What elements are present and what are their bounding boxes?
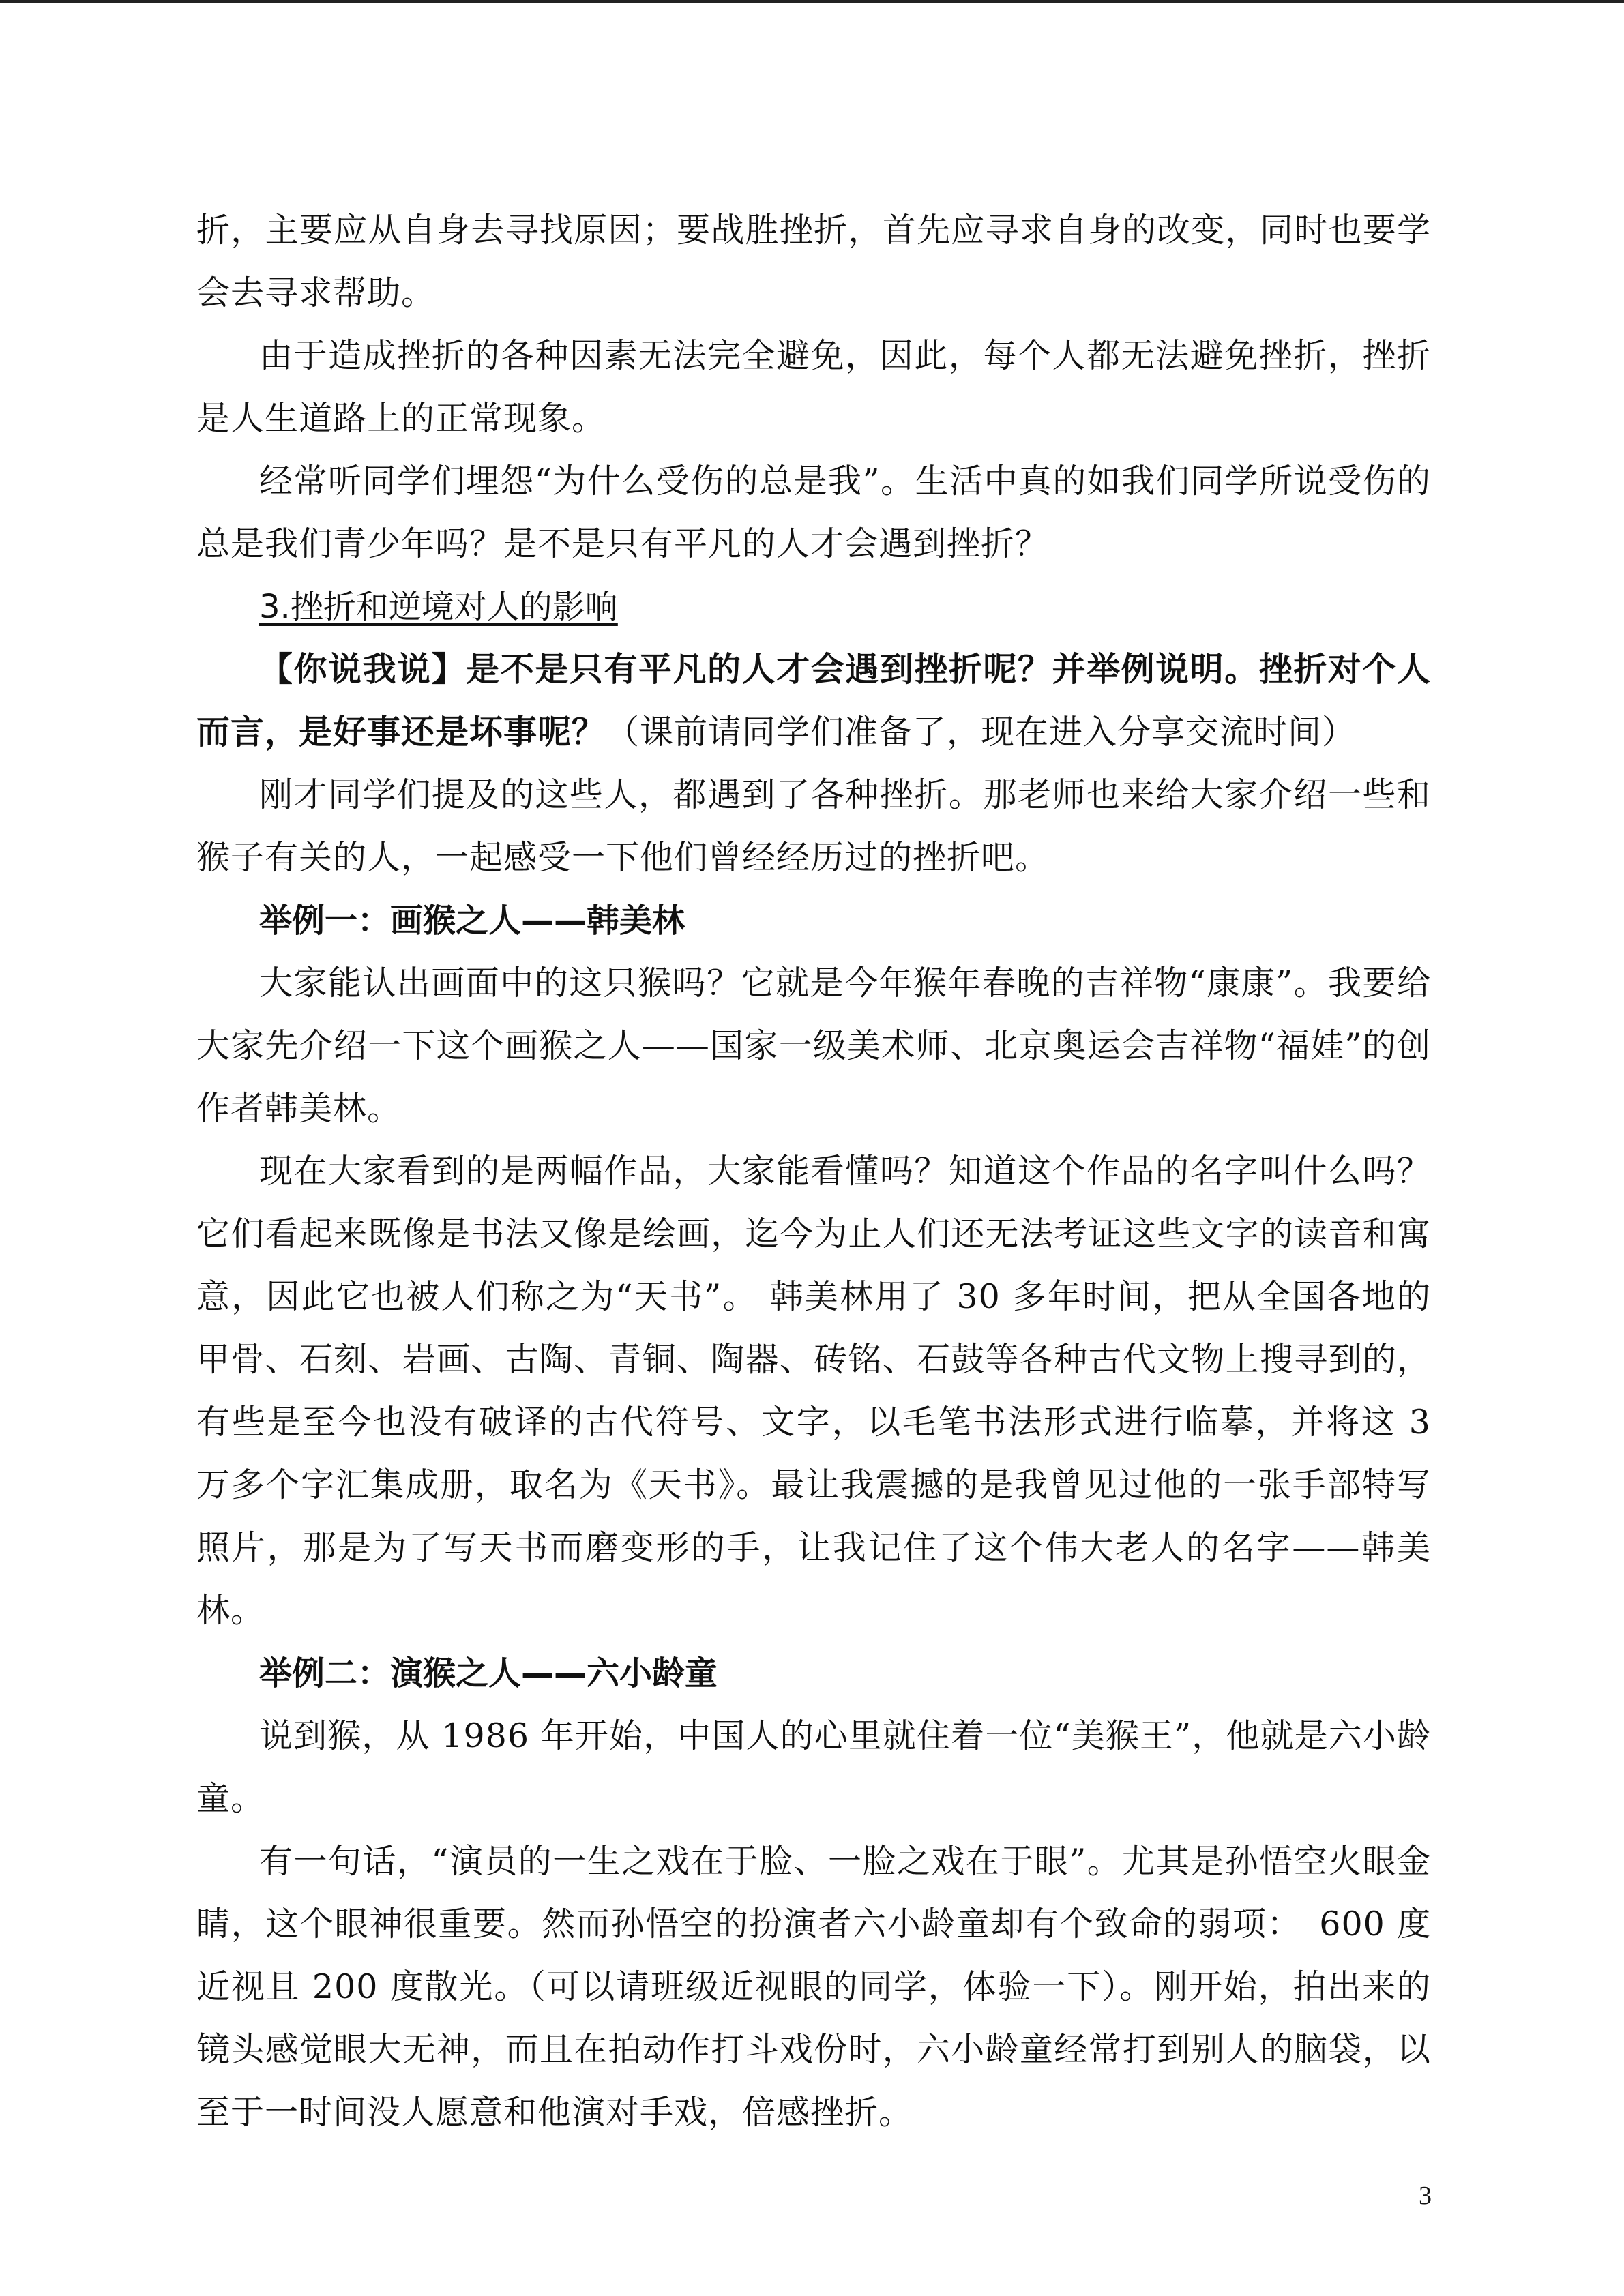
section-heading-3-text: 3.挫折和逆境对人的影响 <box>259 588 618 626</box>
page-number: 3 <box>1419 2181 1432 2210</box>
discussion-note: （课前请同学们准备了，现在进入分享交流时间） <box>606 713 1357 751</box>
top-border-line <box>0 0 1624 3</box>
section-heading-3 <box>196 576 1431 638</box>
paragraph-5: 刚才同学们提及的这些人，都遇到了各种挫折。那老师也来给大家介绍一些和猴子有关的人，一起感受一下他们曾经经历过的挫折吧。 <box>196 775 1431 877</box>
paragraph-7: 现在大家看到的是两幅作品，大家能看懂吗？知道这个作品的名字叫什么吗？它们看起来既像是书法又像是绘画，迄今为止人们还无法考证这些文字的读音和寓意，因此它也被人们称之为“天书”。 韩美林用了 30 多年时间，把从全国各地的甲骨、石刻、岩画、古陶、青铜、陶器、砖铭、石鼓等各种古代文物上搜寻到的，有些是至今也没有破译的古代符号、文字，以毛笔书法形式进行临摹，并将这 3 万多个字汇集成册，取名为《天书》。最让我震撼的是我曾见过他的一张手部特写照片，那是为了写天书而磨变形的手，让我记住了这个伟大老人的名字——韩美林。 <box>196 1152 1431 1630</box>
paragraph-discussion <box>196 638 1431 764</box>
paragraph-3: 经常听同学们埋怨“为什么受伤的总是我”。生活中真的如我们同学所说受伤的总是我们青少年吗？是不是只有平凡的人才会遇到挫折？ <box>196 462 1431 563</box>
document-body <box>196 199 1431 2144</box>
paragraph-8: 说到猴，从 1986 年开始，中国人的心里就住着一位“美猴王”，他就是六小龄童。 <box>196 1716 1431 1818</box>
paragraph-2: 由于造成挫折的各种因素无法完全避免，因此，每个人都无法避免挫折，挫折是人生道路上的正常现象。 <box>196 336 1431 438</box>
paragraph-9: 有一句话，“演员的一生之戏在于脸、一脸之戏在于眼”。尤其是孙悟空火眼金睛，这个眼神很重要。然而孙悟空的扮演者六小龄童却有个致命的弱项： 600 度近视且 200 度散光。（可以请班级近视眼的同学，体验一下）。刚开始，拍出来的镜头感觉眼大无神，而且在拍动作打斗戏份时，六小龄童经常打到别人的脑袋，以至于一时间没人愿意和他演对手戏，倍感挫折。 <box>196 1842 1431 2132</box>
example-2-heading: 举例二：演猴之人——六小龄童 <box>259 1654 718 1693</box>
example-1-heading: 举例一：画猴之人——韩美林 <box>259 901 685 940</box>
discussion-prompt: 【你说我说】是不是只有平凡的人才会遇到挫折呢？并举例说明。挫折对个人而言，是好事还是坏事呢？ <box>196 650 1431 751</box>
paragraph-6: 大家能认出画面中的这只猴吗？它就是今年猴年春晚的吉祥物“康康”。我要给大家先介绍一下这个画猴之人——国家一级美术师、北京奥运会吉祥物“福娃”的创作者韩美林。 <box>196 964 1431 1128</box>
paragraph-1: 折，主要应从自身去寻找原因；要战胜挫折，首先应寻求自身的改变，同时也要学会去寻求帮助。 <box>196 211 1431 312</box>
